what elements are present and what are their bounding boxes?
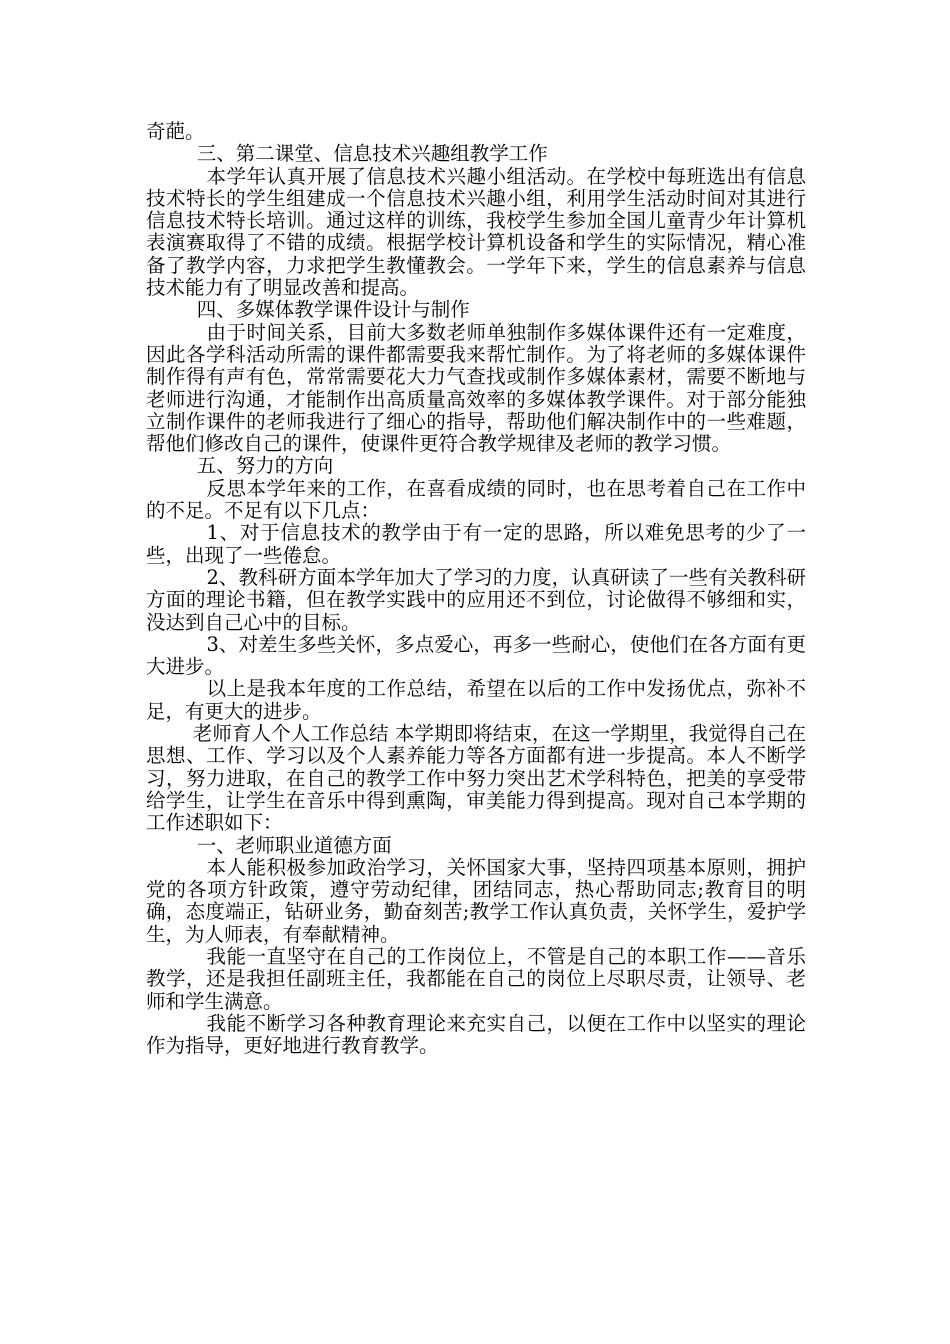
paragraph: 我能一直坚守在自己的工作岗位上，不管是自己的本职工作——音乐教学，还是我担任副班主任，我都能在自己的岗位上尽职尽责，让领导、老师和学生满意。	[146, 944, 806, 1013]
section-heading-5: 五、努力的方向	[196, 454, 334, 478]
document-body	[146, 121, 806, 1057]
paragraph: 本学年认真开展了信息技术兴趣小组活动。在学校中每班选出有信息技术特长的学生组建成一个信息技术兴趣小组，利用学生活动时间对其进行信息技术特长培训。通过这样的训练，我校学生参加全国儿童青少年计算机表演赛取得了不错的成绩。根据学校计算机设备和学生的实际情况，精心准备了教学内容，力求把学生教懂教会。一学年下来，学生的信息素养与信息技术能力有了明显改善和提高。	[146, 164, 806, 300]
paragraph: 本人能积极参加政治学习，关怀国家大事，坚持四项基本原则，拥护党的各项方针政策，遵守劳动纪律，团结同志，热心帮助同志;教育目的明确，态度端正，钻研业务，勤奋刻苦;教学工作认真负责，关怀学生，爱护学生，为人师表，有奉献精神。	[146, 855, 806, 946]
list-item-3: 3、对差生多些关怀，多点爱心，再多一些耐心，使他们在各方面有更大进步。	[146, 632, 806, 679]
section-heading-1: 一、老师职业道德方面	[196, 833, 392, 857]
paragraph-continuation: 奇葩。	[146, 120, 205, 143]
paragraph: 以上是我本年度的工作总结，希望在以后的工作中发扬优点，弥补不足，有更大的进步。	[146, 677, 806, 723]
list-item-2: 2、教科研方面本学年加大了学习的力度，认真研读了一些有关教科研方面的理论书籍，但在教学实践中的应用还不到位，讨论做得不够细和实，没达到自己心中的目标。	[146, 565, 806, 634]
paragraph: 老师育人个人工作总结 本学期即将结束，在这一学期里，我觉得自己在思想、工作、学习以及个人素养能力等各方面都有进一步提高。本人不断学习，努力进取，在自己的教学工作中努力突出艺术学科特色，把美的享受带给学生，让学生在音乐中得到熏陶，审美能力得到提高。现对自己本学期的工作述职如下：	[146, 722, 806, 835]
paragraph: 反思本学年来的工作，在喜看成绩的同时，也在思考着自己在工作中的不足。不足有以下几点：	[146, 476, 806, 523]
section-heading-3: 三、第二课堂、信息技术兴趣组教学工作	[196, 142, 548, 166]
section-heading-4: 四、多媒体教学课件设计与制作	[196, 298, 470, 322]
list-item-1: 1、对于信息技术的教学由于有一定的思路，所以难免思考的少了一些，出现了一些倦怠。	[146, 521, 806, 567]
paragraph: 我能不断学习各种教育理论来充实自己，以便在工作中以坚实的理论作为指导，更好地进行教育教学。	[146, 1011, 806, 1058]
paragraph: 由于时间关系，目前大多数老师单独制作多媒体课件还有一定难度，因此各学科活动所需的课件都需要我来帮忙制作。为了将老师的多媒体课件制作得有声有色，常常需要花大力气查找或制作多媒体素材，需要不断地与老师进行沟通，才能制作出高质量高效率的多媒体教学课件。对于部分能独立制作课件的老师我进行了细心的指导，帮助他们解决制作中的一些难题，帮他们修改自己的课件，使课件更符合教学规律及老师的教学习惯。	[146, 320, 806, 456]
